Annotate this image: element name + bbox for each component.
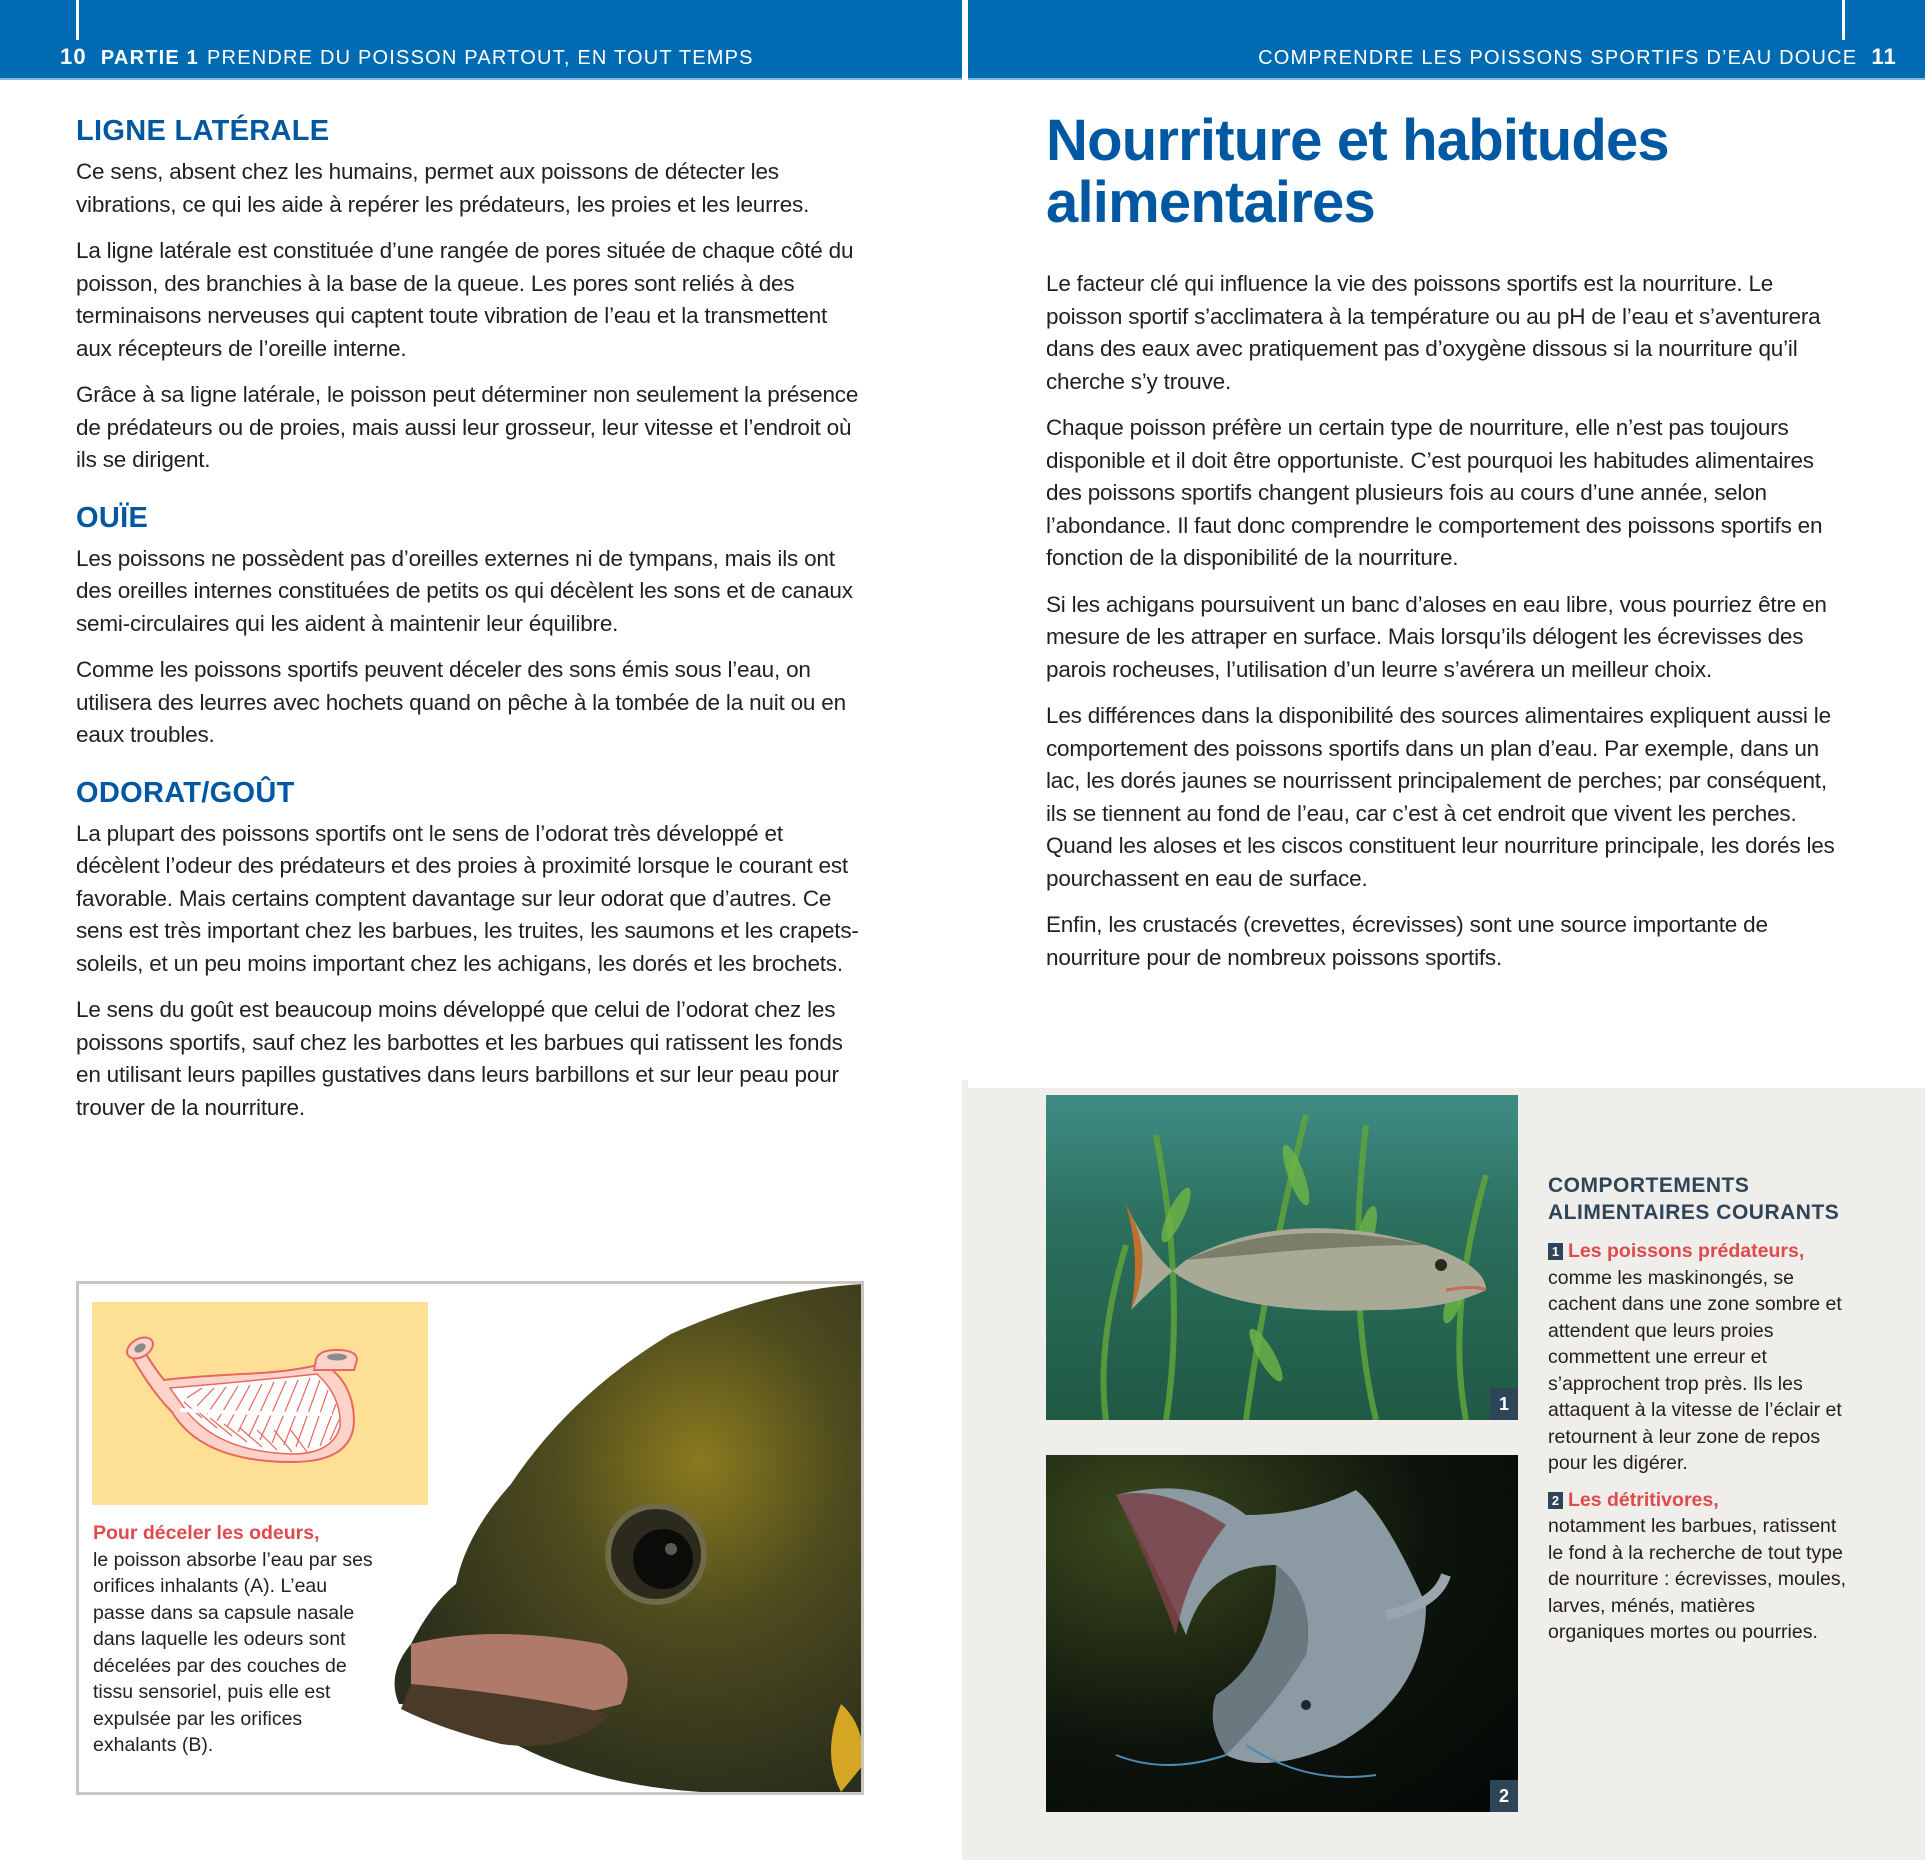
paragraph: Les poissons ne possèdent pas d’oreilles externes ni de tympans, mais ils ont des oreilles internes constituées de petits os qui décèlent les sons et de canaux semi-circulaires qui les aident à maintenir leur équilibre. <box>76 545 853 636</box>
header-tick-mark <box>1842 0 1845 40</box>
paragraph: Grâce à sa ligne latérale, le poisson peut déterminer non seulement la présence de prédateurs ou de proies, mais aussi leur grosseur, leur vitesse et l’endroit où ils se dirigent. <box>76 382 859 472</box>
header-tick-mark <box>76 0 79 40</box>
behavior-lead: Les détritivores, <box>1568 1488 1719 1511</box>
chapter-title: COMPRENDRE LES POISSONS SPORTIFS D’EAU DOUCE <box>1258 47 1858 69</box>
paragraph: La plupart des poissons sportifs ont le sens de l’odorat très développé et décèlent l’odeur des prédateurs et des proies à proximité lorsque le courant est favorable. Mais certains comptent davantage sur leur odorat que d’autres. Ce sens est très important chez les barbues, les truites, les saumons et les crapets-soleils, et un peu moins important chez les achigans, les dorés et les brochets. <box>76 820 859 976</box>
paragraph: La ligne latérale est constituée d’une rangée de pores située de chaque côté du poisson, des branchies à la base de la queue. Les pores sont reliés à des terminaisons nerveuses qui captent toute vibration de l’eau et la transmettent aux récepteurs de l’oreille interne. <box>76 238 854 361</box>
paragraph: Le facteur clé qui influence la vie des poissons sportifs est la nourriture. Le poisson sportif s’acclimatera à la température ou au pH de l’eau et s’aventurera dans des eaux avec pratiquement pas d’oxygène dissous si la nourriture qu’il cherche s’y trouve. <box>1046 271 1821 394</box>
muskellunge-illustration-icon <box>1046 1095 1518 1420</box>
number-badge: 1 <box>1548 1243 1563 1260</box>
sidebar-title: COMPORTEMENTS ALIMENTAIRES COURANTS <box>1548 1174 1840 1224</box>
paragraph: Enfin, les crustacés (crevettes, écrevisses) sont une source importante de nourriture pour de nombreux poissons sportifs. <box>1046 912 1768 970</box>
behavior-lead: Les poissons prédateurs, <box>1568 1240 1805 1262</box>
header-right <box>968 0 1925 78</box>
muskellunge-photo <box>1046 1095 1518 1420</box>
catfish-photo <box>1046 1455 1518 1812</box>
walleye-head-photo <box>371 1284 864 1792</box>
paragraph: Si les achigans poursuivent un banc d’aloses en eau libre, vous pourriez être en mesure de les attraper en surface. Mais lorsqu’ils délogent les écrevisses des parois rocheuses, l’utilisation d’un leurre s’avérera un meilleur choix. <box>1046 591 1827 682</box>
behavior-body: notamment les barbues, ratissent le fond à la recherche de tout type de nourriture : écrevisses, moules, larves, ménés, matières organiques mortes ou pourries. <box>1548 1515 1847 1643</box>
section-ligne-laterale <box>76 112 866 477</box>
section-odorat-gout <box>76 774 866 1125</box>
right-page-column <box>1046 110 1846 988</box>
section-heading: LIGNE LATÉRALE <box>76 115 330 147</box>
behavior-item-detritivores <box>1548 1487 1848 1646</box>
catfish-illustration-icon <box>1046 1455 1518 1812</box>
photo-badge: 1 <box>1490 1388 1518 1420</box>
paragraph: Ce sens, absent chez les humains, permet aux poissons de détecter les vibrations, ce qui les aide à repérer les prédateurs, les proies et les leurres. <box>76 159 810 217</box>
behavior-body: comme les maskinongés, se cachent dans une zone sombre et attendent que leurs proies commettent une erreur et s’approchent trop près. Ils les attaquent à la vitesse de l’éclair et retournent à leur zone de repos pour les digérer. <box>1548 1266 1842 1474</box>
paragraph: Le sens du goût est beaucoup moins développé que celui de l’odorat chez les poissons sportifs, sauf chez les barbottes et les barbues qui ratissent les fonds en utilisant leurs papilles gustatives dans leurs barbillons et sur leur peau pour trouver de la nourriture. <box>76 997 843 1120</box>
behavior-item-predators <box>1548 1238 1848 1477</box>
header-left <box>0 0 962 78</box>
page-number-right: 11 <box>1871 44 1897 69</box>
part-title: PRENDRE DU POISSON PARTOUT, EN TOUT TEMPS <box>207 47 754 69</box>
page-title: Nourriture et habitudes alimentaires <box>1046 108 1669 235</box>
nasal-capsule-figure <box>76 1281 864 1795</box>
running-head-right <box>1258 44 1897 70</box>
page-number-left: 10 <box>60 44 87 69</box>
photo-badge: 2 <box>1490 1780 1518 1812</box>
section-ouie <box>76 499 866 752</box>
paragraph: Comme les poissons sportifs peuvent déceler des sons émis sous l’eau, on utilisera des leurres avec hochets quand on pêche à la tombée de la nuit ou en eaux troubles. <box>76 657 846 747</box>
caption-body: le poisson absorbe l’eau par ses orifices inhalants (A). L’eau passe dans sa capsule nasale dans laquelle les odeurs sont décelées par des couches de tissu sensoriel, puis elle est expulsée par les orifices exhalants (B). <box>93 1548 373 1756</box>
part-label: PARTIE 1 <box>100 47 200 69</box>
running-head-left <box>60 44 754 70</box>
sidebar-text <box>1548 1172 1848 1656</box>
figure-caption <box>93 1520 383 1759</box>
paragraph: Chaque poisson préfère un certain type de nourriture, elle n’est pas toujours disponible et il doit être opportuniste. C’est pourquoi les habitudes alimentaires des poissons sportifs changent plusieurs fois au cours d’une année, selon l’abondance. Il faut donc comprendre le comportement des poissons sportifs en fonction de la disponibilité de la nourriture. <box>1046 415 1823 570</box>
number-badge: 2 <box>1548 1492 1563 1509</box>
paragraph: Les différences dans la disponibilité des sources alimentaires expliquent aussi le comportement des poissons sportifs dans un plan d’eau. Par exemple, dans un lac, les dorés jaunes se nourrissent principalement de perches; par conséquent, ils se tiennent au fond de l’eau, car c’est à cet endroit que vivent les perches. Quand les aloses et les ciscos constituent leur nourriture principale, les dorés les pourchassent en eau de surface. <box>1046 703 1835 891</box>
caption-lead: Pour déceler les odeurs, <box>93 1522 320 1544</box>
left-page-column <box>76 112 866 1146</box>
section-heading: OUÏE <box>76 501 149 534</box>
section-heading: ODORAT/GOÛT <box>76 776 295 809</box>
